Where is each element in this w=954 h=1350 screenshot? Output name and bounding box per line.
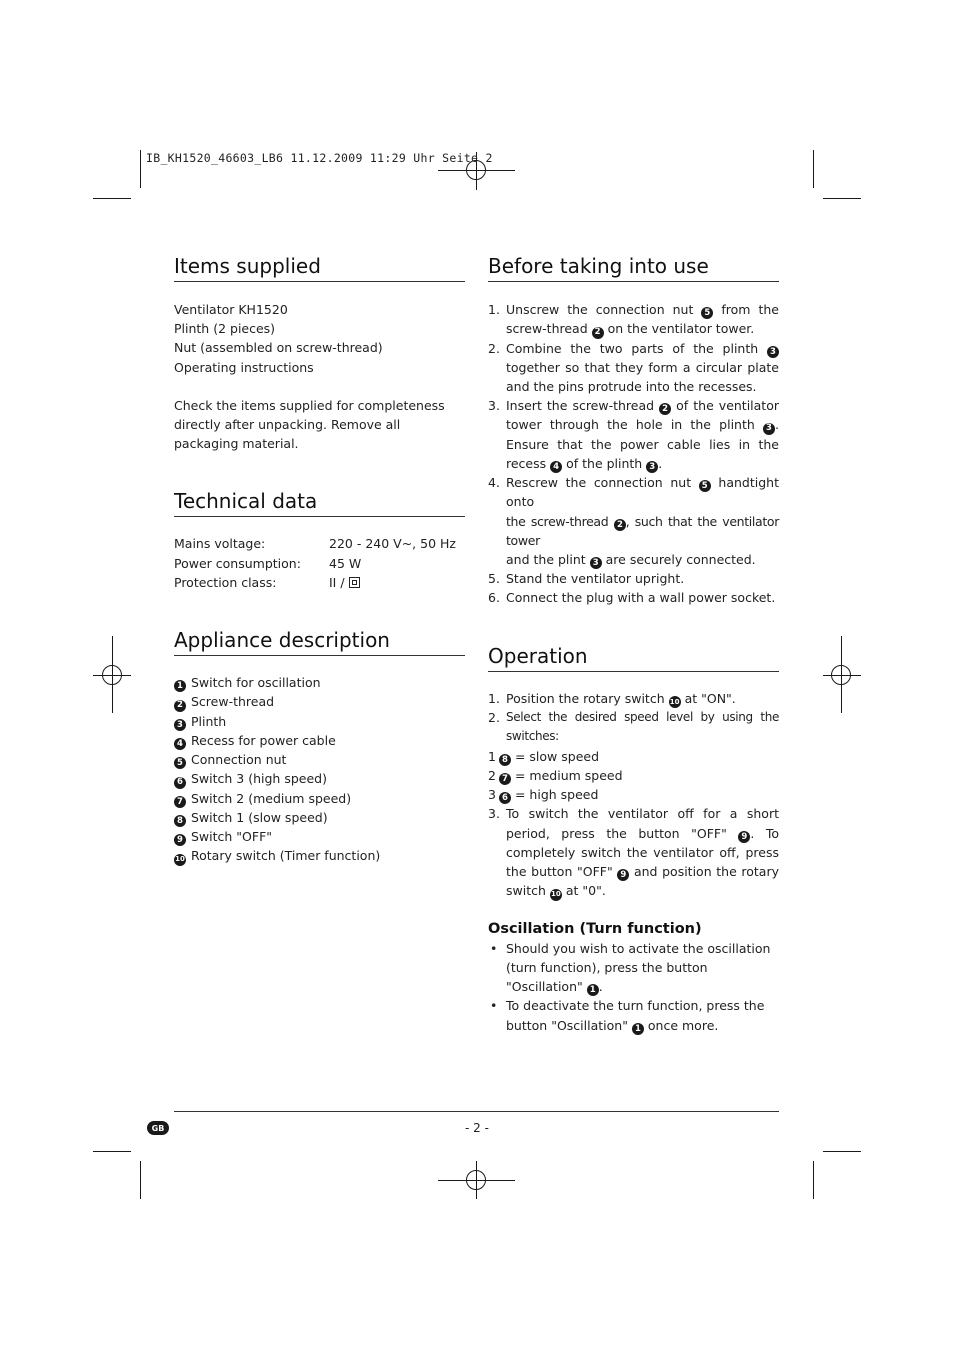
list-item: [174, 808, 465, 827]
appliance-description-heading: Appliance description: [174, 626, 465, 656]
list-item: [174, 769, 465, 788]
page-number: - 2 -: [465, 1121, 489, 1135]
number-badge-icon: 9: [174, 834, 186, 846]
list-item: [174, 692, 465, 711]
tech-value: II /: [329, 574, 349, 590]
number-badge-icon: 2: [592, 327, 604, 339]
item-label: Switch 3 (high speed): [191, 771, 327, 787]
number-badge-icon: 2: [174, 700, 186, 712]
list-item: [174, 712, 465, 731]
oscillation-heading: Oscillation (Turn function): [488, 920, 702, 937]
item-label: Switch 1 (slow speed): [191, 809, 328, 825]
step-number: 4.: [488, 475, 500, 491]
step-item: 4. Rescrew the connection nut 5 handtight onto the screw-thread 2 , such that the ventilator tower and the plint 3 are securely connected.: [488, 475, 779, 569]
step-number: 1.: [488, 302, 500, 317]
right-column: [488, 252, 779, 1035]
appliance-description-section: [174, 626, 465, 866]
number-badge-icon: 4: [174, 738, 186, 750]
number-badge-icon: 1: [587, 984, 599, 996]
tech-label: Protection class:: [174, 574, 277, 590]
tech-row: [174, 573, 465, 592]
number-badge-icon: 9: [738, 831, 750, 843]
list-item: [174, 750, 465, 769]
step-number: 3.: [488, 806, 500, 822]
number-badge-icon: 7: [174, 796, 186, 808]
bullet-item: • Should you wish to activate the oscillation (turn function), press the button "Oscillation" 1 .: [490, 940, 771, 996]
tech-label: Power consumption:: [174, 555, 301, 571]
number-badge-icon: 5: [701, 307, 713, 319]
step-number: 2.: [488, 710, 500, 726]
list-item: [174, 827, 465, 846]
step-item: 2. Select the desired speed level by using the switches:: [488, 708, 779, 746]
step-number: 1.: [488, 690, 500, 706]
list-item: Plinth (2 pieces): [174, 321, 276, 337]
number-badge-icon: 1: [174, 680, 186, 692]
item-label: Rotary switch (Timer function): [191, 848, 381, 864]
step-number: 5.: [488, 571, 500, 587]
speed-item: 3 6 = high speed: [488, 787, 599, 804]
number-badge-icon: 10: [174, 854, 186, 866]
number-badge-icon: 10: [669, 696, 681, 708]
footer-rule: [174, 1111, 779, 1112]
step-item: 2. Combine the two parts of the plinth 3 together so that they form a circular plate and the pins protrude into the recesses.: [488, 339, 779, 397]
step-item: 5. Stand the ventilator upright.: [488, 569, 779, 588]
step-item: 1. Position the rotary switch 10 at "ON".: [488, 689, 779, 709]
tech-value: 45 W: [329, 555, 362, 571]
technical-data-heading: Technical data: [174, 487, 465, 517]
number-badge-icon: 3: [763, 423, 775, 435]
number-badge-icon: 8: [499, 754, 511, 766]
tech-row: [174, 554, 465, 573]
tech-label: Mains voltage:: [174, 536, 266, 552]
number-badge-icon: 2: [614, 519, 626, 531]
speed-item: 2 7 = medium speed: [488, 767, 623, 784]
step-item: 3. Insert the screw-thread 2 of the ventilator tower through the hole in the plinth 3 . Ensure that the power cable lies in the recess 4 of the plinth 3 .: [488, 398, 779, 472]
item-label: Switch "OFF": [191, 829, 273, 845]
number-badge-icon: 3: [767, 346, 779, 358]
number-badge-icon: 5: [174, 757, 186, 769]
list-item: Nut (assembled on screw-thread): [174, 340, 383, 356]
speed-item: 1 8 = slow speed: [488, 748, 600, 765]
item-label: Connection nut: [191, 752, 287, 768]
tech-row: [174, 534, 465, 553]
list-item: Ventilator KH1520: [174, 302, 288, 317]
language-badge: GB: [147, 1121, 169, 1135]
number-badge-icon: 3: [590, 557, 602, 569]
number-badge-icon: 1: [632, 1023, 644, 1035]
number-badge-icon: 10: [550, 889, 562, 901]
number-badge-icon: 3: [174, 719, 186, 731]
list-item: [174, 731, 465, 750]
step-number: 2.: [488, 340, 500, 356]
item-label: Recess for power cable: [191, 732, 336, 748]
operation-section: [488, 642, 779, 1035]
number-badge-icon: 5: [699, 480, 711, 492]
step-number: 6.: [488, 590, 500, 606]
protection-class-icon: [349, 577, 360, 588]
left-column: [174, 252, 465, 866]
item-label: Screw-thread: [191, 694, 275, 710]
list-item: [174, 789, 465, 808]
list-item: [174, 673, 465, 692]
step-item: 1. Unscrew the connection nut 5 from the screw-thread 2 on the ventilator tower.: [488, 302, 779, 338]
before-use-section: [488, 252, 779, 608]
tech-value: 220 - 240 V~, 50 Hz: [329, 536, 456, 552]
number-badge-icon: 6: [174, 777, 186, 789]
step-item: 6. Connect the plug with a wall power socket.: [488, 588, 779, 607]
number-badge-icon: 6: [499, 792, 511, 804]
bullet-item: • To deactivate the turn function, press the button "Oscillation" 1 once more.: [490, 998, 765, 1034]
items-supplied-section: [174, 252, 465, 453]
item-label: Plinth: [191, 713, 227, 729]
technical-data-section: [174, 487, 465, 592]
items-check-note: Check the items supplied for completeness directly after unpacking. Remove all packaging material.: [174, 397, 445, 452]
print-slug: IB_KH1520_46603_LB6 11.12.2009 11:29 Uhr Seite 2: [146, 151, 493, 165]
number-badge-icon: 3: [646, 461, 658, 473]
number-badge-icon: 7: [499, 773, 511, 785]
number-badge-icon: 9: [617, 869, 629, 881]
before-use-heading: Before taking into use: [488, 252, 779, 282]
number-badge-icon: 8: [174, 815, 186, 827]
number-badge-icon: 2: [659, 403, 671, 415]
item-label: Switch 2 (medium speed): [191, 790, 352, 806]
step-number: 3.: [488, 398, 500, 414]
operation-heading: Operation: [488, 642, 779, 672]
list-item: Operating instructions: [174, 359, 314, 375]
step-item: 3. To switch the ventilator off for a short period, press the button "OFF" 9 . To completely switch the ventilator off, press the button "OFF" 9 and position the rotary switch 10 at "0".: [488, 804, 779, 900]
list-item: [174, 846, 465, 866]
number-badge-icon: 4: [550, 461, 562, 473]
items-supplied-heading: Items supplied: [174, 252, 465, 282]
item-label: Switch for oscillation: [191, 675, 321, 691]
